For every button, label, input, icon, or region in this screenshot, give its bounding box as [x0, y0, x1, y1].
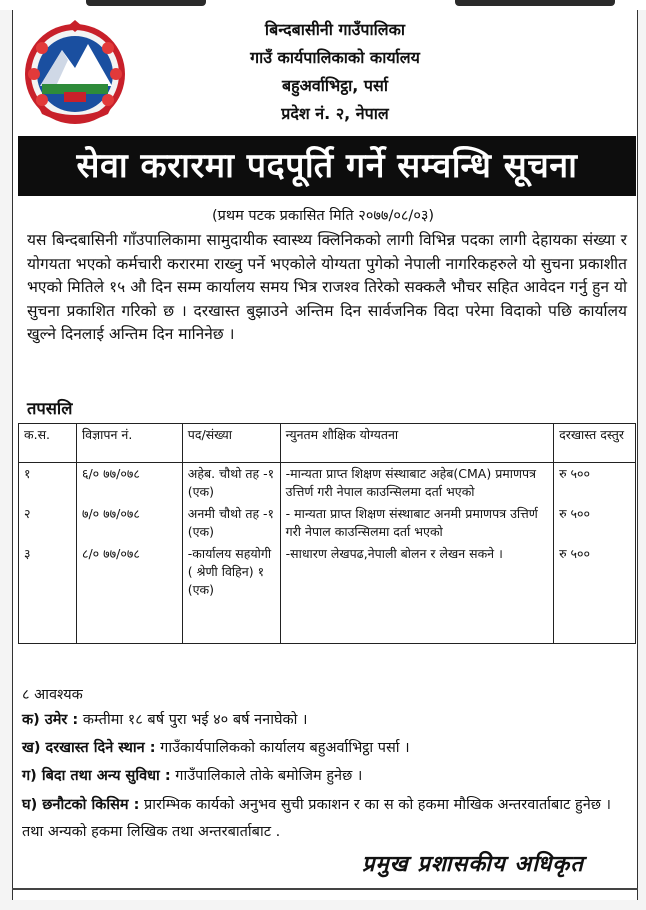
requirement-selection-text: प्रारम्भिक कार्यको अनुभव सुची प्रकाशन र का स को हकमा मौखिक अन्तरवार्ताबाट हुनेछ । तथा अन्यको हकमा लिखिक तथा अन्तरबार्ताबाट . — [22, 797, 612, 840]
row1-fee: रु ५०० — [554, 463, 636, 504]
row3-post: -कार्यालय सहयोगी ( श्रेणी विहिन) १ (एक) — [182, 543, 280, 643]
col-header-ad-number: विज्ञापन नं. — [76, 424, 182, 463]
municipality-name: बिन्दबासीनी गाउँपालिका — [264, 20, 406, 39]
nepal-government-emblem-icon — [20, 20, 130, 128]
requirement-leave-text: गाउँपालिकाले तोके बमोजिम हुनेछ । — [175, 768, 363, 784]
office-location: बहुअर्वाभिट्ठा, पर्सा — [282, 76, 388, 95]
row3-qualification: -साधारण लेखपढ,नेपाली बोलन र लेखन सकने । — [280, 543, 553, 643]
publication-date: (प्रथम पटक प्रकासित मिति २०७७/०८/०३) — [211, 208, 435, 224]
requirement-age-text: कम्तीमा १८ बर्ष पुरा भई ४० बर्ष ननाघेको । — [82, 712, 308, 728]
top-strip-dark-left — [86, 0, 206, 6]
row2-fee: रु ५०० — [554, 503, 636, 543]
table-row — [19, 543, 636, 643]
row2-serial: २ — [19, 503, 77, 543]
requirement-age-label: क) उमेर : — [22, 712, 79, 728]
row3-serial: ३ — [19, 543, 77, 643]
row1-serial: १ — [19, 463, 77, 504]
requirement-place — [22, 736, 632, 760]
requirement-leave — [22, 764, 632, 788]
row1-post: अहेब. चौथो तह -१ (एक) — [182, 463, 280, 504]
row3-ad-number: ८/० ७७/०७८ — [76, 543, 182, 643]
requirement-selection-label: घ) छनौटको किसिम : — [22, 797, 140, 813]
bottom-border — [12, 888, 638, 890]
col-header-post: पद/संख्या — [182, 424, 280, 463]
top-strip — [0, 0, 646, 10]
requirement-leave-label: ग) बिदा तथा अन्य सुविधा : — [22, 768, 171, 784]
top-strip-dark-right — [455, 0, 615, 6]
office-name: गाउँ कार्यपालिकाको कार्यालय — [250, 48, 420, 67]
table-row — [19, 463, 636, 504]
province-name: प्रदेश नं. २, नेपाल — [281, 104, 389, 123]
requirement-place-text: गाउँकार्यपालिकको कार्यालय बहुअर्वाभिट्ठा पर्सा । — [160, 740, 410, 756]
row1-ad-number: ६/० ७७/०७८ — [76, 463, 182, 504]
signature-chief-administrative-officer: प्रमुख प्रशासकीय अधिकृत — [362, 851, 584, 877]
row2-post: अनमी चौथो तह -१ (एक) — [182, 503, 280, 543]
col-header-fee: दरखास्त दस्तुर — [554, 424, 636, 463]
notice-title-banner: सेवा करारमा पदपूर्ति गर्ने सम्वन्धि सूचना — [18, 136, 636, 196]
requirements-heading: ८ आवश्यक — [22, 687, 83, 703]
requirement-selection — [22, 792, 632, 846]
vacancy-table — [18, 423, 636, 644]
table-row — [19, 503, 636, 543]
row2-qualification: - मान्यता प्राप्त शिक्षण संस्थाबाट अनमी प्रमाणपत्र उत्तिर्ण गरी नेपाल काउन्सिलमा दर्ता भएको — [280, 503, 553, 543]
table-heading: तपसलि — [27, 399, 73, 418]
table-header-row — [19, 424, 636, 463]
requirement-age — [22, 708, 632, 732]
col-header-qualification: न्युनतम शौक्षिक योग्यतना — [280, 424, 553, 463]
requirement-place-label: ख) दरखास्त दिने स्थान : — [22, 740, 156, 756]
row3-fee: रु ५०० — [554, 543, 636, 643]
intro-paragraph: यस बिन्दबासिनी गाँउपालिकामा सामुदायीक स्वास्थ्य क्लिनिकको लागी विभिन्न पदका लागी देहायका संख्या र योगयता भएको कर्मचारी करारमा राख्नु पर्ने भएकोले योग्यता पुगेको नेपाली नागरिकहरुले यो सुचना प्रकाशीत भएको मितिले १५ औ दिन सम्म कार्यालय समय भित्र राजश्व तिरेको सक्कलै भौचर सहित आवेदन गर्नु हुन यो सुचना प्रकाशित गरिको छ । दरखास्त बुझाउने अन्तिम दिन सार्वजनिक विदा परेमा विदाको पछि कार्यालय खुल्ने दिनलाई अन्तिम दिन मानिनेछ । — [27, 231, 627, 343]
col-header-serial: क.स. — [19, 424, 77, 463]
row2-ad-number: ७/० ७७/०७८ — [76, 503, 182, 543]
row1-qualification: -मान्यता प्राप्त शिक्षण संस्थाबाट अहेब(CMA) प्रमाणपत्र उत्तिर्ण गरी नेपाल काउन्सिलमा दर्ता भएको — [280, 463, 553, 504]
